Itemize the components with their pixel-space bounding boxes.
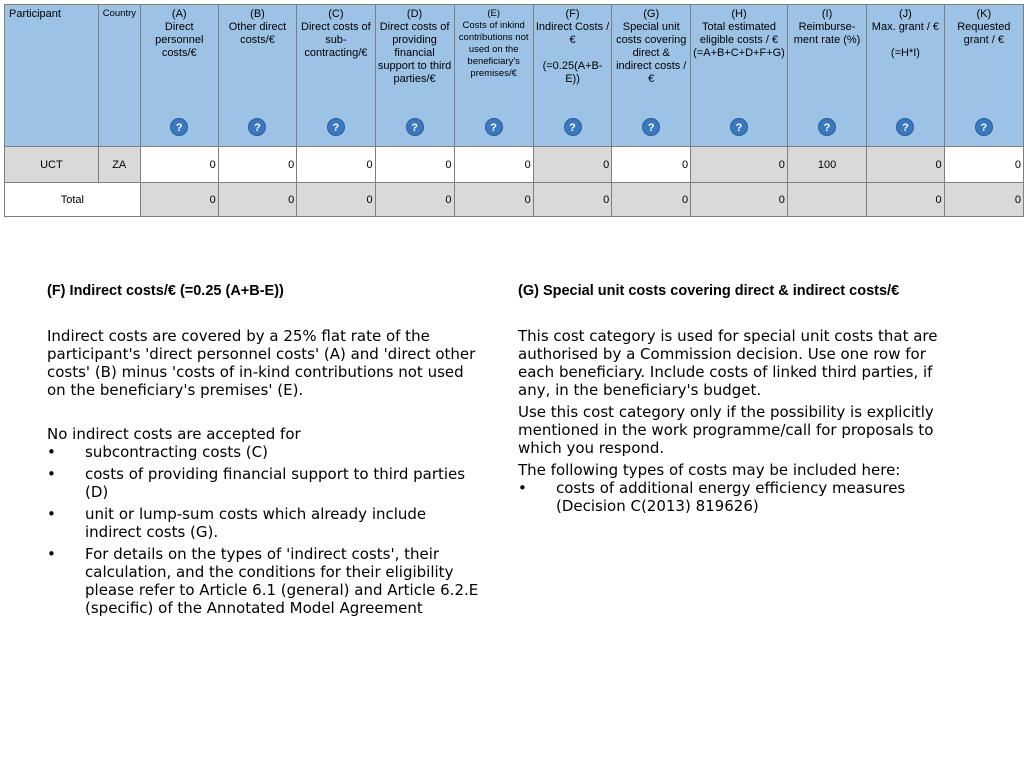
budget-table — [4, 4, 1024, 217]
list-item: • unit or lump-sum costs which already include indirect costs (G). — [47, 505, 427, 541]
cell-h: 0 — [691, 147, 788, 183]
header-country: Country — [98, 5, 140, 147]
indirect-costs-intro: Indirect costs are covered by a 25% flat rate of the participant's 'direct personnel costs' (A) and 'direct other costs' (B) minus 'costs of in-kind contributions not used on the beneficiary's premises' (E). — [47, 327, 476, 399]
total-h: 0 — [691, 183, 788, 217]
help-icon[interactable]: ? — [327, 118, 345, 136]
total-b: 0 — [218, 183, 296, 217]
header-participant: Participant — [5, 5, 99, 147]
indirect-costs-section — [47, 327, 487, 621]
list-item: • subcontracting costs (C) — [47, 443, 268, 461]
participant-cell: UCT — [5, 147, 99, 183]
cell-k-input[interactable]: 0 — [944, 147, 1023, 183]
total-a: 0 — [140, 183, 218, 217]
header-j: (J) Max. grant / € (=H*I) ? — [867, 5, 944, 147]
help-icon[interactable]: ? — [642, 118, 660, 136]
total-g: 0 — [612, 183, 691, 217]
header-e: (E) Costs of inkind contributions not used on the beneficiary's premises/€ ? — [454, 5, 533, 147]
list-item: • costs of providing financial support to third parties (D) — [47, 465, 466, 501]
help-icon[interactable]: ? — [170, 118, 188, 136]
total-d: 0 — [375, 183, 454, 217]
total-i — [787, 183, 866, 217]
cell-j: 0 — [867, 147, 944, 183]
help-icon[interactable]: ? — [485, 118, 503, 136]
country-cell: ZA — [98, 147, 140, 183]
header-h: (H) Total estimated eligible costs / € (=A+B+C+D+F+G) ? — [691, 5, 788, 147]
table-row — [5, 147, 1024, 183]
header-c: (C) Direct costs of sub-contracting/€ ? — [297, 5, 375, 147]
total-f: 0 — [533, 183, 612, 217]
header-k: (K) Requested grant / € ? — [944, 5, 1023, 147]
help-icon[interactable]: ? — [975, 118, 993, 136]
cell-e-input[interactable]: 0 — [454, 147, 533, 183]
header-row — [5, 5, 1024, 147]
help-icon[interactable]: ? — [818, 118, 836, 136]
total-label: Total — [5, 183, 141, 217]
special-unit-costs-title: (G) Special unit costs covering direct & indirect costs/€ — [518, 283, 900, 299]
help-icon[interactable]: ? — [896, 118, 914, 136]
cell-b-input[interactable]: 0 — [218, 147, 296, 183]
indirect-costs-title: (F) Indirect costs/€ (=0.25 (A+B-E)) — [47, 283, 284, 299]
total-k: 0 — [944, 183, 1023, 217]
special-unit-costs-list — [518, 479, 958, 515]
header-b: (B) Other direct costs/€ ? — [218, 5, 296, 147]
total-c: 0 — [297, 183, 375, 217]
cell-a-input[interactable]: 0 — [140, 147, 218, 183]
list-item: • For details on the types of 'indirect costs', their calculation, and the conditions for their eligibility please refer to Article 6.1 (general) and Article 6.2.E (specific) of the Annotated Model Agreement — [47, 545, 479, 617]
indirect-costs-lead: No indirect costs are accepted for — [47, 425, 301, 443]
header-f: (F) Indirect Costs / € (=0.25(A+B-E)) ? — [533, 5, 612, 147]
cell-d-input[interactable]: 0 — [375, 147, 454, 183]
special-unit-costs-p1: This cost category is used for special unit costs that are authorised by a Commission decision. Use one row for each beneficiary. Include costs of linked third parties, if any, in the beneficiary's budget. — [518, 327, 938, 399]
total-e: 0 — [454, 183, 533, 217]
cell-i: 100 — [787, 147, 866, 183]
header-g: (G) Special unit costs covering direct & indirect costs / € ? — [612, 5, 691, 147]
help-icon[interactable]: ? — [248, 118, 266, 136]
header-i: (I) Reimburse-ment rate (%) ? — [787, 5, 866, 147]
help-icon[interactable]: ? — [564, 118, 582, 136]
help-icon[interactable]: ? — [406, 118, 424, 136]
indirect-costs-list — [47, 443, 487, 617]
cell-f: 0 — [533, 147, 612, 183]
header-d: (D) Direct costs of providing financial support to third parties/€ ? — [375, 5, 454, 147]
special-unit-costs-p2: Use this cost category only if the possibility is explicitly mentioned in the work programme/call for proposals to which you respond. — [518, 403, 934, 457]
header-a: (A) Direct personnel costs/€ ? — [140, 5, 218, 147]
total-row — [5, 183, 1024, 217]
list-item: • costs of additional energy efficiency measures (Decision C(2013) 819626) — [518, 479, 906, 515]
total-j: 0 — [867, 183, 944, 217]
cell-g-input[interactable]: 0 — [612, 147, 691, 183]
special-unit-costs-p3: The following types of costs may be included here: — [518, 461, 901, 479]
help-icon[interactable]: ? — [730, 118, 748, 136]
special-unit-costs-section — [518, 327, 958, 519]
cell-c-input[interactable]: 0 — [297, 147, 375, 183]
